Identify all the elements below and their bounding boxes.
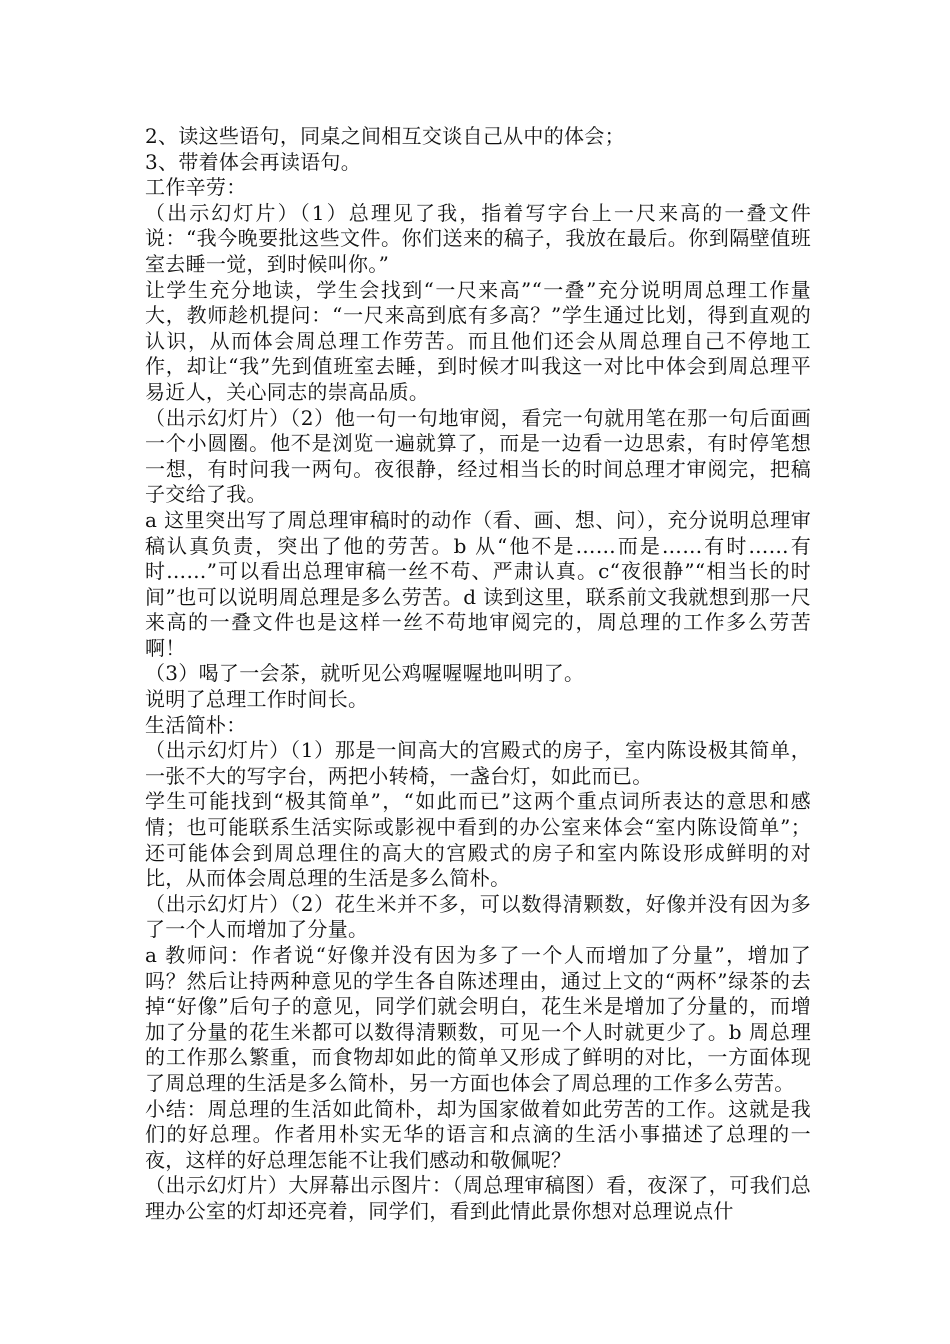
paragraph-analysis-1: 让学生充分地读，学生会找到“一尺来高”“一叠”充分说明周总理工作量大，教师趁机提问：“一尺来高到底有多高？”学生通过比划，得到直观的认识，从而体会周总理工作劳苦。而且他们还会从周总理自己不停地工作，却让“我”先到值班室去睡，到时候才叫我这一对比中体会到周总理平易近人，关心同志的崇高品质。	[145, 277, 811, 404]
paragraph-slide-2: （出示幻灯片）（2）他一句一句地审阅，看完一句就用笔在那一句后面画一个小圆圈。他不是浏览一遍就算了，而是一边看一边思索，有时停笔想一想，有时问我一两句。夜很静，经过相当长的时间总理才审阅完，把稿子交给了我。	[145, 405, 811, 507]
paragraph-slide-1: （出示幻灯片）（1）总理见了我，指着写字台上一尺来高的一叠文件说：“我今晚要批这些文件。你们送来的稿子，我放在最后。你到隔壁值班室去睡一觉，到时候叫你。”	[145, 200, 811, 276]
paragraph-slide-room: （出示幻灯片）（1）那是一间高大的宫殿式的房子，室内陈设极其简单，一张不大的写字台，两把小转椅，一盏台灯，如此而已。	[145, 738, 811, 788]
paragraph-analysis-3: 说明了总理工作时间长。	[145, 687, 369, 712]
paragraph-slide-3: （3）喝了一会茶，就听见公鸡喔喔喔地叫明了。	[145, 661, 585, 686]
paragraph-summary: 小结：周总理的生活如此简朴，却为国家做着如此劳苦的工作。这就是我们的好总理。作者用朴实无华的语言和点滴的生活小事描述了总理的一夜，这样的好总理怎能不让我们感动和敬佩呢？	[145, 1096, 811, 1172]
paragraph-analysis-2: a 这里突出写了周总理审稿时的动作（看、画、想、问），充分说明总理审稿认真负责，突出了他的劳苦。b 从“他不是……而是……有时……有时……”可以看出总理审稿一丝不苟、严肃认真。c“夜很静”“相当长的时间”也可以说明周总理是多么劳苦。d 读到这里，联系前文我就想到那一尺来高的一叠文件也是这样一丝不苟地审阅完的，周总理的工作多么劳苦啊！	[145, 507, 811, 660]
paragraph-analysis-peanuts: a 教师问：作者说“好像并没有因为多了一个人而增加了分量”，增加了吗？然后让持两种意见的学生各自陈述理由，通过上文的“两杯”绿茶的去掉“好像”后句子的意见，同学们就会明白，花生米是增加了分量的，而增加了分量的花生米都可以数得清颗数，可见一个人时就更少了。b 周总理的工作那么繁重，而食物却如此的简单又形成了鲜明的对比，一方面体现了周总理的生活是多么简朴，另一方面也体会了周总理的工作多么劳苦。	[145, 943, 811, 1095]
section-heading-work-hard: 工作辛劳：	[145, 175, 247, 200]
paragraph-reread: 3、带着体会再读语句。	[145, 149, 362, 174]
paragraph-discuss: 2、读这些语句，同桌之间相互交谈自己从中的体会；	[145, 124, 625, 148]
paragraph-slide-peanuts: （出示幻灯片）（2）花生米并不多，可以数得清颗数，好像并没有因为多了一个人而增加了分量。	[145, 891, 811, 942]
paragraph-analysis-room: 学生可能找到“极其简单”，“如此而已”这两个重点词所表达的意思和感情；也可能联系生活实际或影视中看到的办公室来体会“室内陈设简单”；还可能体会到周总理住的高大的宫殿式的房子和室内陈设形成鲜明的对比，从而体会周总理的生活是多么简朴。	[145, 789, 811, 891]
paragraph-slide-picture: （出示幻灯片）大屏幕出示图片：（周总理审稿图）看，夜深了，可我们总理办公室的灯却还亮着，同学们，看到此情此景你想对总理说点什	[145, 1173, 811, 1223]
section-heading-simple-life: 生活简朴：	[145, 712, 247, 737]
document-body	[145, 124, 811, 1225]
